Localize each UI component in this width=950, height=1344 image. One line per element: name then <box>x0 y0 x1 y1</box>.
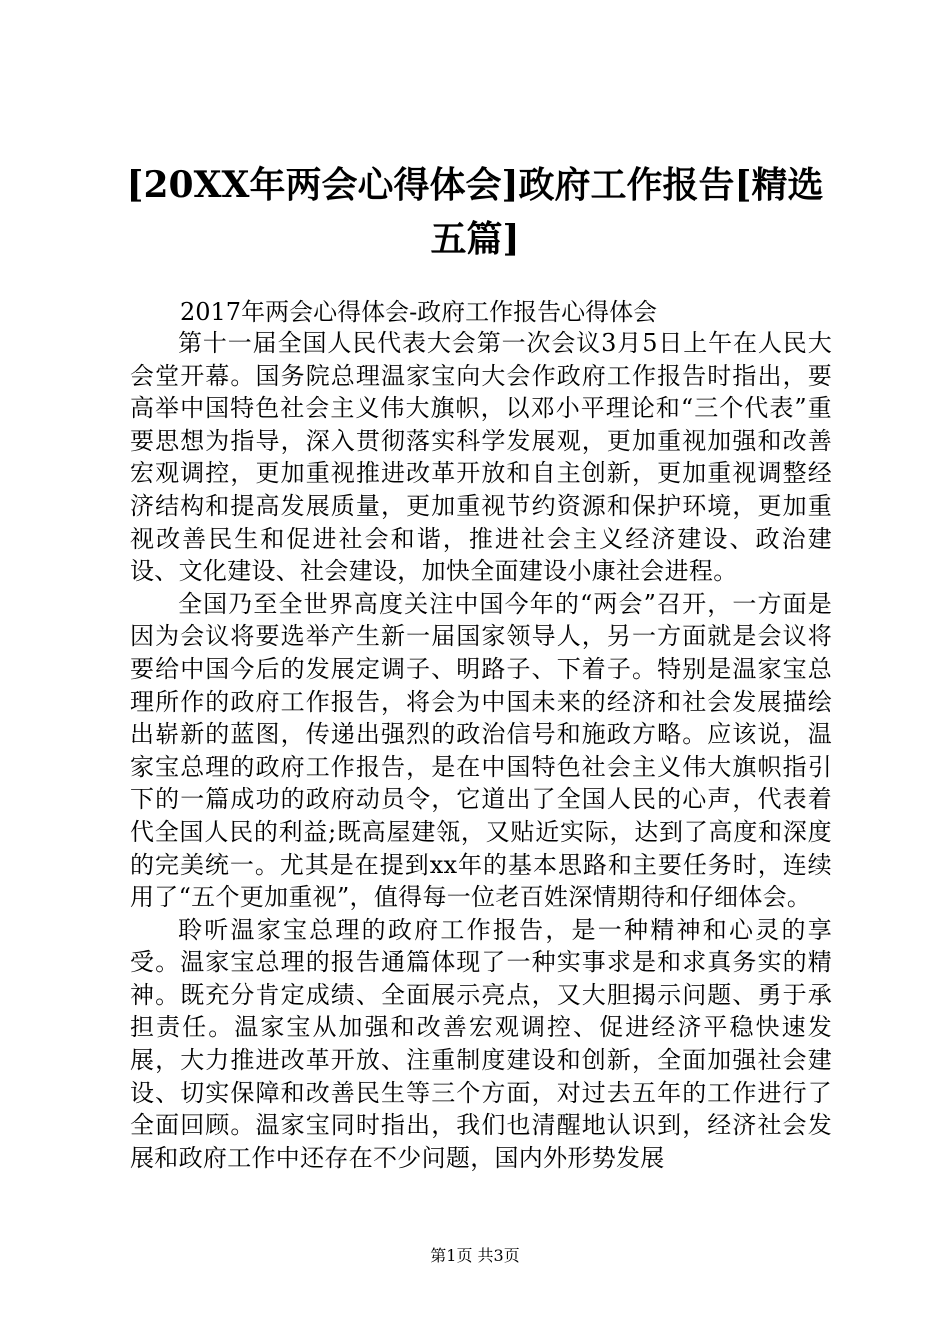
page-footer: 第1页 共3页 <box>430 1246 520 1265</box>
document-title: [20XX年两会心得体会]政府工作报告[精选五篇] <box>126 164 824 260</box>
body-paragraph: 全国乃至全世界高度关注中国今年的“两会”召开，一方面是因为会议将要选举产生新一届国家领导人，另一方面就是会议将要给中国今后的发展定调子、明路子、下着子。特别是温家宝总理所作的政府工作报告，将会为中国未来的经济和社会发展描绘出崭新的蓝图，传递出强烈的政治信号和施政方略。应该说，温家宝总理的政府工作报告，是在中国特色社会主义伟大旗帜指引下的一篇成功的政府动员令，它道出了全国人民的心声，代表着代全国人民的利益;既高屋建瓴，又贴近实际，达到了高度和深度的完美统一。尤其是在提到xx年的基本思路和主要任务时，连续用了“五个更加重视”，值得每一位老百姓深情期待和仔细体会。 <box>130 589 832 912</box>
document-subtitle: 2017年两会心得体会-政府工作报告心得体会 <box>180 298 658 326</box>
document-body <box>130 327 832 1174</box>
body-paragraph: 聆听温家宝总理的政府工作报告，是一种精神和心灵的享受。温家宝总理的报告通篇体现了一种实事求是和求真务实的精神。既充分肯定成绩、全面展示亮点，又大胆揭示问题、勇于承担责任。温家宝从加强和改善宏观调控、促进经济平稳快速发展，大力推进改革开放、注重制度建设和创新，全面加强社会建设、切实保障和改善民生等三个方面，对过去五年的工作进行了全面回顾。温家宝同时指出，我们也清醒地认识到，经济社会发展和政府工作中还存在不少问题，国内外形势发展 <box>130 915 832 1172</box>
body-paragraph: 第十一届全国人民代表大会第一次会议3月5日上午在人民大会堂开幕。国务院总理温家宝向大会作政府工作报告时指出，要高举中国特色社会主义伟大旗帜，以邓小平理论和“三个代表”重要思想为指导，深入贯彻落实科学发展观，更加重视加强和改善宏观调控，更加重视推进改革开放和自主创新，更加重视调整经济结构和提高发展质量，更加重视节约资源和保护环境，更加重视改善民生和促进社会和谐，推进社会主义经济建设、政治建设、文化建设、社会建设，加快全面建设小康社会进程。 <box>130 329 832 586</box>
